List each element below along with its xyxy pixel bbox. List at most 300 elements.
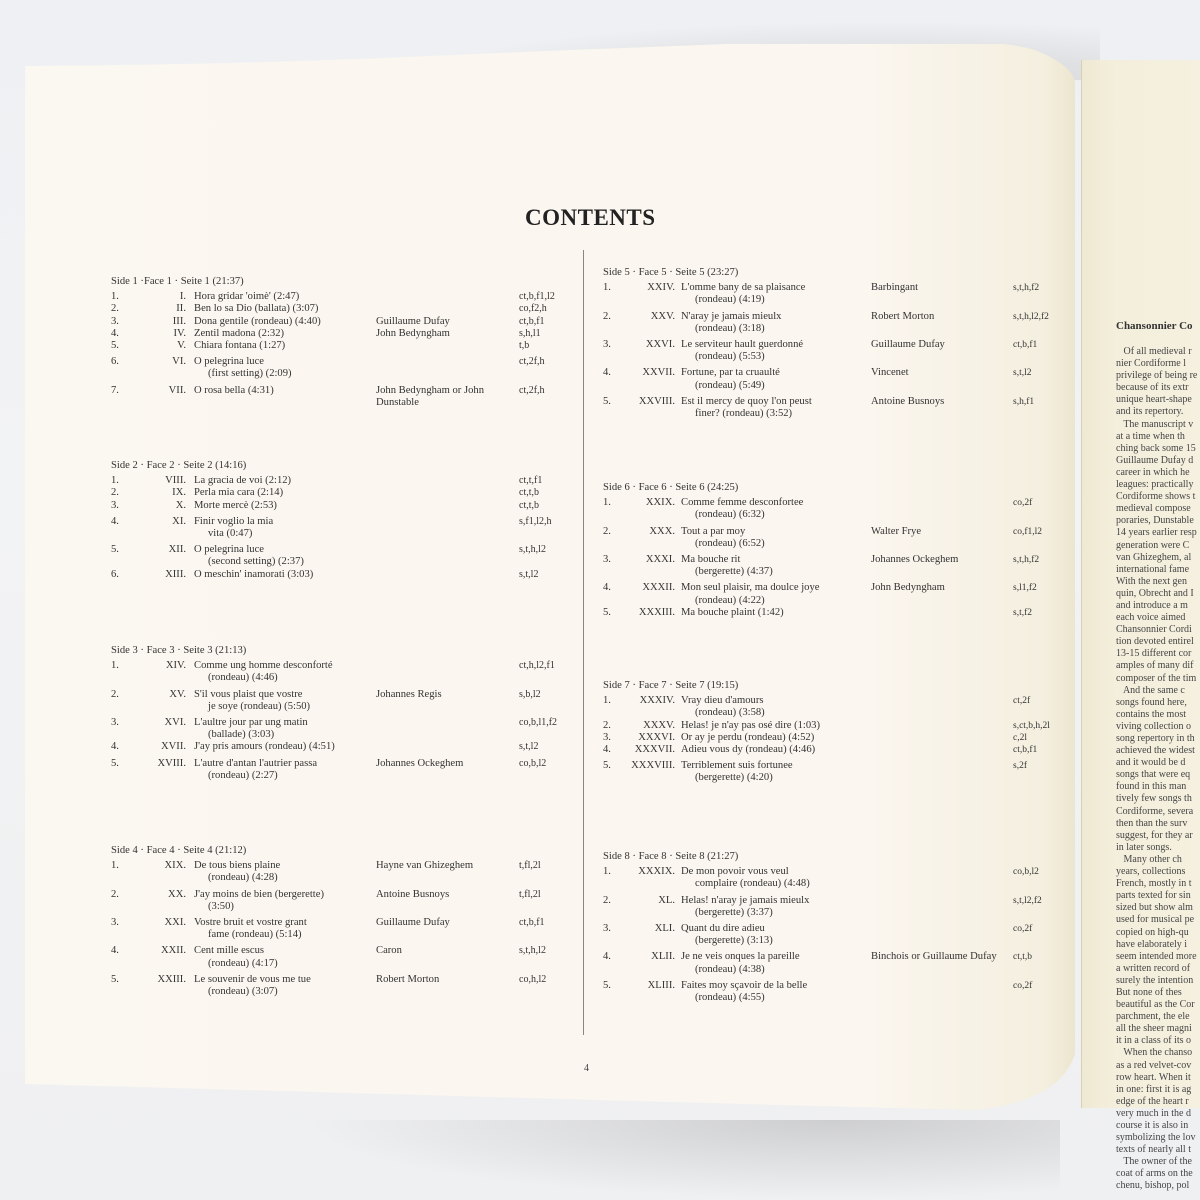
side-header: Side 1 ·Face 1 · Seite 1 (21:37): [111, 276, 244, 287]
track-row: [111, 660, 586, 684]
essay-line: career in which he: [1116, 466, 1190, 478]
page-shadow-bottom: [300, 1120, 1060, 1200]
track-composer: Barbingant: [871, 282, 919, 294]
title-line: L'omme bany de sa plaisance: [681, 282, 806, 294]
track-row: [111, 500, 586, 512]
track-instruments: s,2f: [1013, 761, 1027, 772]
title-line: Dona gentile (rondeau) (4:40): [194, 315, 321, 327]
track-roman-numeral: XXIV.: [647, 282, 675, 294]
track-roman-numeral: XXVIII.: [638, 395, 675, 407]
title-continuation: (first setting) (2:09): [208, 368, 292, 380]
track-row: [111, 889, 586, 913]
track-roman-numeral: XXXV.: [643, 719, 675, 731]
track-composer: Johannes Ockeghem: [376, 757, 464, 769]
track-composer: Vincenet: [871, 367, 909, 379]
track-number: 4.: [111, 515, 119, 527]
essay-line: Chansonnier Cordi: [1116, 624, 1192, 636]
essay-line: as a red velvet-cov: [1116, 1059, 1192, 1071]
track-instruments: s,t,f2: [1013, 607, 1032, 618]
track-composer: Antoine Busnoys: [871, 395, 945, 407]
track-roman-numeral: XXVII.: [642, 367, 675, 379]
track-instruments: ct,t,b: [519, 499, 539, 511]
essay-line: The owner of the: [1116, 1156, 1192, 1168]
track-instruments: t,fl,2l: [519, 888, 541, 900]
track-number: 6.: [111, 568, 119, 580]
track-roman-numeral: VI.: [172, 356, 186, 368]
page-title: CONTENTS: [525, 205, 656, 230]
track-row: [111, 717, 586, 741]
track-number: 2.: [111, 688, 119, 700]
track-number: 3.: [603, 731, 611, 743]
title-continuation: (rondeau) (4:17): [208, 957, 278, 969]
page-number: 4: [584, 1063, 589, 1074]
essay-line: And the same c: [1116, 684, 1185, 696]
essay-line: viving collection o: [1116, 720, 1191, 732]
title-line: Quant du dire adieu: [681, 922, 765, 934]
title-line: Le serviteur hault guerdonné: [681, 338, 804, 350]
track-title: [194, 291, 374, 303]
essay-line: in later songs.: [1116, 841, 1172, 853]
track-number: 2.: [111, 888, 119, 900]
track-instruments: s,t,l2: [519, 568, 539, 580]
title-line: De mon povoir vous veul: [681, 866, 789, 878]
track-roman-numeral: X.: [175, 499, 186, 511]
track-instruments: s,t,h,f2: [1013, 554, 1040, 565]
track-roman-numeral: XIII.: [165, 568, 186, 580]
title-continuation: (rondeau) (5:53): [695, 351, 765, 363]
track-roman-numeral: I.: [179, 291, 186, 303]
track-number: 4.: [111, 741, 119, 753]
track-row: [603, 582, 1078, 606]
track-roman-numeral: XVII.: [160, 741, 186, 753]
track-title: [194, 316, 374, 328]
track-row: [111, 385, 586, 409]
essay-line: Many other ch: [1116, 853, 1182, 865]
track-row: [111, 758, 586, 782]
track-title: [681, 866, 861, 890]
title-line: Vostre bruit et vostre grant: [194, 916, 307, 928]
track-number: 5.: [603, 395, 611, 407]
essay-line: tion devoted entirel: [1116, 636, 1194, 648]
track-instruments: ct,2f,h: [519, 356, 545, 368]
track-number: 6.: [111, 356, 119, 368]
side-header: Side 7 · Face 7 · Seite 7 (19:15): [603, 680, 739, 691]
track-number: 2.: [603, 525, 611, 537]
track-instruments: s,l1,f2: [1013, 583, 1037, 594]
track-roman-numeral: XXXIX.: [638, 866, 675, 878]
track-number: 2.: [111, 487, 119, 499]
track-instruments: s,t,l2,f2: [1013, 895, 1042, 906]
track-roman-numeral: XIV.: [165, 660, 186, 672]
essay-line: each voice aimed: [1116, 612, 1186, 624]
essay-line: tively few songs th: [1116, 793, 1192, 805]
essay-line: then than the surv: [1116, 817, 1188, 829]
title-line: Comme ung homme desconforté: [194, 660, 333, 672]
title-continuation: (rondeau) (3:07): [208, 985, 278, 997]
track-title: [681, 951, 861, 975]
track-row: [603, 526, 1078, 550]
essay-line: edge of the heart r: [1116, 1095, 1189, 1107]
title-continuation: complaire (rondeau) (4:48): [695, 878, 810, 890]
essay-line: Guillaume Dufay d: [1116, 454, 1194, 466]
side-header: Side 2 · Face 2 · Seite 2 (14:16): [111, 460, 247, 471]
essay-line: amples of many dif: [1116, 660, 1194, 672]
track-roman-numeral: XXXVIII.: [631, 760, 675, 772]
title-line: O meschin' inamorati (3:03): [194, 568, 314, 580]
track-instruments: s,h,l1: [519, 327, 541, 339]
title-line: Mon seul plaisir, ma doulce joye: [681, 582, 820, 594]
side-section: [603, 482, 1078, 619]
track-instruments: ct,h,l2,f1: [519, 660, 555, 672]
title-line: Adieu vous dy (rondeau) (4:46): [681, 743, 816, 755]
track-title: [194, 945, 374, 969]
track-roman-numeral: XXI.: [164, 916, 186, 928]
side-header: Side 8 · Face 8 · Seite 8 (21:27): [603, 851, 739, 862]
track-composer: Guillaume Dufay: [376, 315, 450, 327]
track-row: [111, 475, 586, 487]
essay-line: used for musical pe: [1116, 914, 1195, 926]
essay-line: international fame: [1116, 563, 1190, 575]
track-row: [603, 923, 1078, 947]
essay-line: parchment, the ele: [1116, 1011, 1190, 1023]
essay-line: at a time when th: [1116, 430, 1185, 442]
title-line: J'ay pris amours (rondeau) (4:51): [194, 741, 335, 753]
track-number: 3.: [111, 499, 119, 511]
track-roman-numeral: XVIII.: [157, 757, 186, 769]
track-instruments: ct,t,f1: [519, 475, 543, 487]
track-roman-numeral: XXXVII.: [634, 743, 675, 755]
track-row: [111, 689, 586, 713]
track-row: [603, 866, 1078, 890]
track-number: 3.: [603, 553, 611, 565]
track-roman-numeral: XXXI.: [645, 553, 675, 565]
track-roman-numeral: XXII.: [160, 945, 186, 957]
track-title: [194, 860, 374, 884]
essay-line: medieval compose: [1116, 503, 1191, 515]
track-instruments: s,ct,b,h,2l: [1013, 720, 1050, 731]
track-row: [111, 544, 586, 568]
track-row: [111, 516, 586, 540]
essay-line: have elaborately i: [1116, 938, 1188, 950]
essay-line: very much in the d: [1116, 1107, 1191, 1119]
track-title: [681, 282, 861, 306]
track-title: [681, 695, 861, 719]
track-composer: Hayne van Ghizeghem: [376, 860, 474, 872]
track-composer: Guillaume Dufay: [376, 916, 450, 928]
track-number: 4.: [603, 582, 611, 594]
track-roman-numeral: XL.: [658, 894, 675, 906]
track-number: 3.: [111, 916, 119, 928]
track-number: 4.: [603, 951, 611, 963]
track-instruments: ct,b,f1: [1013, 339, 1038, 350]
title-continuation: (rondeau) (6:32): [695, 509, 765, 521]
title-continuation: (rondeau) (4:22): [695, 594, 765, 606]
essay-line: surely the intention: [1116, 974, 1194, 986]
track-title: [194, 356, 374, 380]
track-title: [194, 889, 374, 913]
essay-line: unique heart-shape: [1116, 394, 1192, 406]
track-number: 2.: [603, 310, 611, 322]
track-composer: John Bedyngham: [376, 327, 450, 339]
track-number: 1.: [111, 291, 119, 303]
track-instruments: s,t,h,l2,f2: [1013, 311, 1049, 322]
track-composer: Johannes Regis: [376, 688, 442, 700]
essay-line: row heart. When it: [1116, 1071, 1191, 1083]
track-row: [111, 303, 586, 315]
essay-line: it in a class of its o: [1116, 1035, 1191, 1047]
track-title: [681, 607, 861, 619]
title-line: Le souvenir de vous me tue: [194, 973, 311, 985]
essay-line: ching back some 15: [1116, 442, 1196, 454]
title-line: J'ay moins de bien (bergerette): [194, 888, 324, 900]
track-row: [603, 744, 1078, 756]
title-continuation: (bergerette) (3:13): [695, 935, 773, 947]
track-roman-numeral: XXXII.: [642, 582, 675, 594]
side-section: [603, 267, 1078, 420]
essay-line: But none of thes: [1116, 986, 1182, 998]
track-row: [603, 760, 1078, 784]
track-roman-numeral: XII.: [168, 544, 186, 556]
track-instruments: ct,t,b: [1013, 952, 1032, 963]
title-line: O pelegrina luce: [194, 356, 265, 368]
title-continuation: (rondeau) (4:38): [695, 963, 765, 975]
title-continuation: (rondeau) (5:49): [695, 379, 765, 391]
track-row: [603, 497, 1078, 521]
track-roman-numeral: XXIII.: [157, 973, 186, 985]
essay-line: because of its extr: [1116, 382, 1189, 394]
track-composer: Caron: [376, 945, 402, 957]
track-roman-numeral: III.: [172, 315, 186, 327]
track-title: [194, 303, 374, 315]
track-composer: Guillaume Dufay: [871, 338, 945, 350]
title-continuation: (rondeau) (4:28): [208, 872, 278, 884]
track-instruments: s,b,l2: [519, 688, 541, 700]
title-continuation: (rondeau) (4:46): [208, 672, 278, 684]
title-line: Ma bouche plaint (1:42): [681, 606, 784, 618]
track-roman-numeral: XI.: [172, 515, 186, 527]
side-header: Side 3 · Face 3 · Seite 3 (21:13): [111, 645, 247, 656]
side-section: [603, 851, 1078, 1004]
essay-line: course it is also in: [1116, 1120, 1189, 1131]
title-continuation: vita (0:47): [208, 527, 253, 539]
side-section: [603, 680, 1078, 785]
essay-line: sized but show alm: [1116, 902, 1193, 914]
essay-line: poraries, Dunstable: [1116, 515, 1194, 527]
track-instruments: s,t,l2: [1013, 368, 1032, 379]
track-row: [111, 328, 586, 340]
essay-line: chenu, bishop, pol: [1116, 1180, 1190, 1192]
essay-line: leagues: practically: [1116, 479, 1194, 491]
track-title: [681, 980, 861, 1004]
track-title: [194, 717, 374, 741]
track-number: 4.: [111, 327, 119, 339]
track-instruments: ct,b,f1: [1013, 744, 1038, 755]
title-line: Finir voglio la mia: [194, 515, 274, 527]
title-line: L'aultre jour par ung matin: [194, 716, 308, 728]
track-row: [111, 917, 586, 941]
track-instruments: co,2f: [1013, 980, 1033, 991]
title-line: Cent mille escus: [194, 945, 265, 957]
track-row: [603, 367, 1078, 391]
track-number: 2.: [111, 303, 119, 315]
track-number: 1.: [603, 695, 611, 707]
title-line: Je ne veis onques la pareille: [681, 951, 800, 963]
track-roman-numeral: XV.: [169, 688, 186, 700]
title-line: L'autre d'antan l'autrier passa: [194, 757, 318, 769]
track-instruments: s,t,l2: [519, 741, 539, 753]
track-roman-numeral: XXXIII.: [638, 606, 675, 618]
essay-line: contains the most: [1116, 708, 1186, 720]
side-header: Side 5 · Face 5 · Seite 5 (23:27): [603, 267, 739, 278]
track-roman-numeral: XXXVI.: [638, 731, 675, 743]
essay-line: and it would be d: [1116, 757, 1186, 769]
essay-line: songs found here,: [1116, 696, 1187, 708]
title-line: Ma bouche rit: [681, 553, 741, 565]
essay-line: French, mostly in t: [1116, 878, 1192, 890]
essay-line: all the sheer magni: [1116, 1023, 1192, 1035]
track-roman-numeral: VII.: [168, 384, 186, 396]
track-roman-numeral: XXV.: [650, 310, 675, 322]
essay-line: song repertory in th: [1116, 733, 1195, 744]
essay-line: nier Cordiforme l: [1116, 358, 1186, 370]
track-roman-numeral: XIX.: [164, 860, 186, 872]
essay-line: symbolizing the lov: [1116, 1132, 1196, 1144]
track-row: [603, 720, 1078, 732]
title-continuation: (rondeau) (4:19): [695, 294, 765, 306]
track-row: [111, 569, 586, 581]
essay-line: seem intended more: [1116, 950, 1197, 962]
title-line: Chiara fontana (1:27): [194, 339, 286, 351]
side-header: Side 4 · Face 4 · Seite 4 (21:12): [111, 845, 247, 856]
track-title: [194, 500, 374, 512]
track-instruments: s,f1,l2,h: [519, 515, 552, 527]
track-row: [603, 732, 1078, 744]
track-number: 4.: [111, 945, 119, 957]
track-number: 1.: [111, 475, 119, 487]
track-number: 5.: [603, 979, 611, 991]
track-number: 5.: [111, 973, 119, 985]
track-instruments: co,2f: [1013, 923, 1033, 934]
essay-line: 13-15 different cor: [1116, 648, 1192, 660]
track-title: [194, 385, 374, 397]
track-title: [681, 367, 861, 391]
track-instruments: s,h,f1: [1013, 396, 1035, 407]
track-row: [111, 356, 586, 380]
track-title: [194, 487, 374, 499]
track-title: [681, 526, 861, 550]
track-roman-numeral: XVI.: [164, 716, 186, 728]
track-number: 3.: [111, 716, 119, 728]
track-number: 2.: [603, 894, 611, 906]
track-instruments: co,b,l2: [1013, 867, 1039, 878]
track-row: [111, 487, 586, 499]
title-line: Faites moy sçavoir de la belle: [681, 979, 808, 991]
track-roman-numeral: XXVI.: [645, 338, 675, 350]
track-title: [194, 340, 374, 352]
track-title: [194, 689, 374, 713]
title-continuation: (rondeau) (3:58): [695, 707, 765, 719]
track-title: [681, 339, 861, 363]
essay-line: van Ghizeghem, al: [1116, 551, 1192, 563]
track-number: 5.: [111, 544, 119, 556]
essay-line: years, collections: [1116, 866, 1186, 878]
essay-line: composer of the tim: [1116, 672, 1197, 684]
track-instruments: ct,2f: [1013, 696, 1031, 707]
essay-line: and its repertory.: [1116, 406, 1184, 418]
title-continuation: (rondeau) (4:55): [695, 991, 765, 1003]
track-title: [681, 760, 861, 784]
essay-line: Of all medieval r: [1116, 346, 1192, 357]
track-title: [681, 582, 861, 606]
essay-heading: Chansonnier Co: [1116, 320, 1193, 332]
track-row: [111, 340, 586, 352]
track-roman-numeral: VIII.: [165, 475, 186, 487]
track-title: [681, 396, 861, 420]
track-number: 5.: [111, 757, 119, 769]
track-number: 7.: [111, 384, 119, 396]
track-row: [603, 282, 1078, 306]
track-roman-numeral: IV.: [173, 327, 186, 339]
side-header: Side 6 · Face 6 · Seite 6 (24:25): [603, 482, 739, 493]
essay-line: coat of arms on the: [1116, 1168, 1193, 1180]
title-line: N'aray je jamais mieulx: [681, 310, 782, 322]
track-instruments: co,f2,h: [519, 303, 547, 315]
essay-line: When the chanso: [1116, 1047, 1193, 1059]
track-instruments: co,b,l1,f2: [519, 716, 558, 728]
track-roman-numeral: XX.: [168, 888, 186, 900]
title-line: Vray dieu d'amours: [681, 695, 764, 707]
title-line: O rosa bella (4:31): [194, 384, 274, 396]
track-row: [603, 695, 1078, 719]
track-row: [111, 741, 586, 753]
track-instruments: co,2f: [1013, 498, 1033, 509]
essay-line: generation were C: [1116, 539, 1190, 551]
title-continuation: (bergerette) (3:37): [695, 906, 773, 918]
essay-line: found in this man: [1116, 781, 1187, 793]
track-instruments: ct,b,f1: [519, 916, 545, 928]
title-line: Hora gridar 'oimè' (2:47): [194, 291, 300, 303]
essay-line: suggest, for they ar: [1116, 829, 1193, 841]
title-continuation: (bergerette) (4:20): [695, 772, 773, 784]
track-number: 1.: [111, 660, 119, 672]
essay-line: and introduce a m: [1116, 599, 1188, 611]
title-line: Helas! je n'ay pas osé dire (1:03): [681, 719, 820, 731]
track-title: [681, 497, 861, 521]
essay-body: [1116, 346, 1200, 1193]
side-section: [111, 845, 586, 998]
title-continuation: (3:50): [208, 900, 234, 912]
essay-line: beautiful as the Cor: [1116, 999, 1195, 1011]
title-line: Perla mia cara (2:14): [194, 487, 284, 499]
track-roman-numeral: XXIX.: [645, 497, 675, 509]
track-row: [603, 951, 1078, 975]
track-number: 4.: [603, 367, 611, 379]
track-row: [111, 316, 586, 328]
track-composer: John Bedyngham: [871, 582, 945, 594]
title-line: Comme femme desconfortee: [681, 497, 804, 509]
track-title: [194, 917, 374, 941]
track-number: 1.: [603, 866, 611, 878]
track-composer: Robert Morton: [871, 310, 935, 322]
track-instruments: ct,t,b: [519, 487, 539, 499]
track-number: 1.: [603, 497, 611, 509]
track-title: [194, 516, 374, 540]
track-title: [681, 895, 861, 919]
track-roman-numeral: XLI.: [654, 922, 675, 934]
track-roman-numeral: XXX.: [649, 525, 675, 537]
track-title: [681, 554, 861, 578]
essay-line: privilege of being re: [1116, 370, 1198, 382]
